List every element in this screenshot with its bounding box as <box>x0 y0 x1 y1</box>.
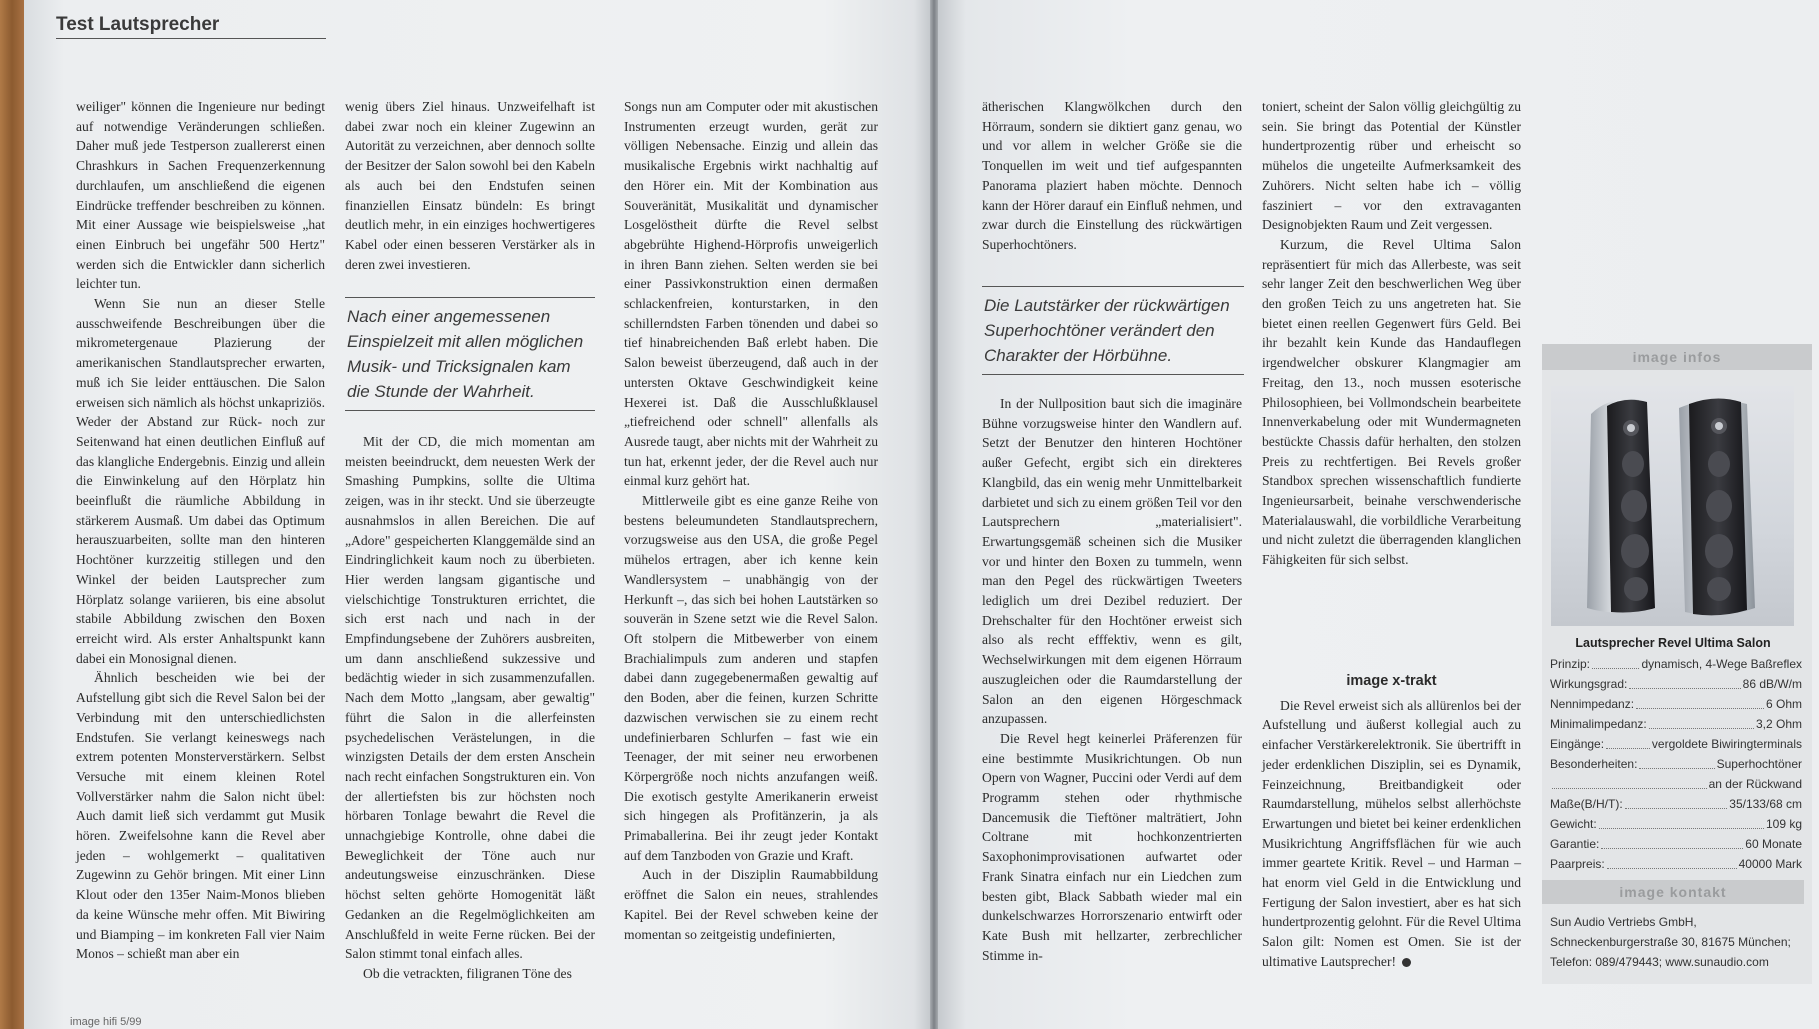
xtrakt-text-body: Die Revel erweist sich als allürenlos bei der Aufstellung und äußerst kollegial auch zu einfacher Verstärkerelektronik. Sie übertrifft in jeder erdenklichen Disziplin, sei es Dynamik, Feinzeichnung, Breitbandigkeit oder Raumdarstellung, mühelos selbst allerhöchste Erwartungen und bietet bei keiner erdenklichen Musikrichtung Angriffsflächen für wie auch immer geartete Kritik. Revel – und Harman – hat enorm viel Geld in die Entwicklung und Fertigung der Salon investiert, aber es hat sich hundertprozentig gelohnt. Für die Revel Ultima Salon gilt: Nomen est Omen. Sie ist der ultimative Lautsprecher! <box>1262 697 1521 969</box>
spec-value: 6 Ohm <box>1765 697 1802 711</box>
paragraph: weiliger" können die Ingenieure nur bedingt auf notwendige Veränderungen schließen. Daher muß jede Testperson zuallererst einen Chrashkurs in Sachen Frequenzerkennung durchlaufen, um anschließend die eigenen Eindrücke treffender beschreiben zu können. Mit einer Aussage wie beispielsweise „hat einen Einbruch bei ungefähr 500 Hertz" werden sich die Entwickler dann sicherlich leichter tun. <box>76 99 325 292</box>
spec-leader <box>1639 754 1714 769</box>
spec-leader <box>1599 814 1764 829</box>
spec-leader <box>1592 654 1639 669</box>
spec-value: 60 Monate <box>1745 837 1802 851</box>
spec-key: Besonderheiten: <box>1550 757 1638 771</box>
spec-key: Wirkungsgrad: <box>1550 677 1628 691</box>
spec-row <box>1550 794 1802 814</box>
spec-value: 86 dB/W/m <box>1742 677 1802 691</box>
pull-quote-2: Die Lautstärker der rückwärtigen Superhochtöner verändert den Charakter der Hörbühne. <box>982 286 1244 375</box>
contact-line: Telefon: 089/479443; www.sunaudio.com <box>1550 955 1769 969</box>
spec-key: Garantie: <box>1550 837 1600 851</box>
spec-key: Eingänge: <box>1550 737 1605 751</box>
spec-value: 109 kg <box>1765 817 1802 831</box>
text-column-3 <box>624 97 878 944</box>
spec-row <box>1550 674 1802 694</box>
page-footer: image hifi 5/99 <box>70 1016 142 1028</box>
spec-leader <box>1552 774 1707 789</box>
paragraph: Songs nun am Computer oder mit akustischen Instrumenten erzeugt wurden, gerät zur völligen Nebensache. Einzig und allein das musikalische Ergebnis wirkt nachhaltig auf den Hörer ein. Mit der Kombination aus Souveränität, Musikalität und dynamischer Losgelöstheit dürfte die Revel selbst abgebrühte Highend-Hörprofis unweigerlich in ihren Bann ziehen. Selten werden sie bei einer Passivkonstruktion einen dermaßen schlackenfreien, konturstarken, in den schillerndsten Farben tönenden und dabei so tief hinabreichenden Baß erlebt haben. Die Salon beweist überzeugend, daß auch in der untersten Oktave Geschwindigkeit keine Hexerei ist. Daß die Ausschlußklausel „tiefreichend oder schnell" allenfalls als Ausrede taugt, aber nichts mit der Wahrheit zu tun hat, erkennt jeder, der die Revel auch nur einmal kurz gehört hat. <box>624 99 878 489</box>
paragraph: wenig übers Ziel hinaus. Unzweifelhaft ist dabei zwar noch ein kleiner Zugewinn an Autorität zu verzeichnen, aber dennoch sollte der Besitzer der Salon sowohl bei den Kabeln als auch bei den Endstufen seinen finanziellen Einsatz bündeln: Es bringt deutlich mehr, in ein einziges hochwertigeres Kabel oder einen besseren Verstärker als in deren zwei investieren. <box>345 99 595 272</box>
spec-leader <box>1625 794 1728 809</box>
spec-leader <box>1649 714 1754 729</box>
xtrakt-text <box>1262 696 1521 972</box>
paragraph: Die Revel hegt keinerlei Präferenzen für eine bestimmte Musikrichtungen. Ob nun Opern von Wagner, Puccini oder Verdi auf dem Programm stehen oder rhythmische Dancemusik die Tieftöner malträtiert, John Coltrane mit hochkonzentrierten Saxophonimprovisationen aufwartet oder Frank Sinatra einfach nur ein Liedchen zum besten gibt, Black Sabbath wieder mal ein dunkelschwarzes Horrorszenario entwirft oder Kate Bush mit hellzarter, zerbrechlicher Stimme in- <box>982 730 1242 963</box>
text-column-4-top <box>982 97 1242 255</box>
spec-leader <box>1607 854 1737 869</box>
contact-block <box>1550 912 1804 972</box>
spec-row <box>1550 754 1802 774</box>
spec-leader <box>1629 674 1740 689</box>
spec-leader <box>1606 734 1650 749</box>
speaker-photo <box>1551 386 1794 626</box>
spec-key: Maße(B/H/T): <box>1550 797 1623 811</box>
paragraph: Kurzum, die Revel Ultima Salon repräsentiert für mich das Allerbeste, was seit sehr langer Zeit den beschwerlichen Weg über den großen Teich zu uns angetreten hat. Sie bietet einen reellen Gegenwert fürs Geld. Bei ihr bezahlt kein Kunde das Handauflegen irgendwelcher obskurer Klangmagier am Freitag, den 13., noch mussen esoterische Philosophieen, bei Vollmondschein bearbeitete Innenverkabelung oder mit Wundermagneten bestückte Chassis dafür herhalten, den stolzen Preis zu rechtfertigen. Bei Revels großer Standbox sprechen wissenschaftlich fundierte Ingenieursarbeit, beinahe verschwenderische Materialauswahl, die vorbildliche Verarbeitung und nicht zuletzt die überragenden klanglichen Fähigkeiten für sich selbst. <box>1262 236 1521 568</box>
spec-key: Gewicht: <box>1550 817 1597 831</box>
spec-key: Minimalimpedanz: <box>1550 717 1647 731</box>
spec-value: 40000 Mark <box>1738 857 1802 871</box>
page-gutter <box>930 0 938 1029</box>
paragraph: Auch in der Disziplin Raumabbildung eröffnet die Salon ein neues, strahlendes Kapitel. Bei der Revel schweben keine der momentan so zeitgeistig undefinierten, <box>624 867 878 942</box>
paragraph: In der Nullposition baut sich die imaginäre Bühne vorzugsweise hinter den Wandlern auf. Setzt der Benutzer den hinteren Hochtöner außer Gefecht, ergibt sich ein direkteres Klangbild, das ein wenig mehr Unmittelbarkeit darbietet und sich zu einem größen Teil vor den Lautsprechern „materialisiert". Erwartungsgemäß scheinen sich die Musiker vor und hinter den Boxen zu tummeln, wenn man den Pegel des rückwärtigen Tweeters lediglich um drei Dezibel reduziert. Der Drehschalter für den Hochtöner erweist sich also als recht efffektiv, wenn es gilt, Wechselwirkungen mit dem eigenen Hörraum auszugleichen oder die Raumdarstellung der Salon an den eigenen Hörgeschmack anzupassen. <box>982 396 1242 727</box>
text-column-4-bottom <box>982 394 1242 965</box>
contact-line: Sun Audio Vertriebs GmbH, <box>1550 915 1697 929</box>
spec-row <box>1550 654 1802 674</box>
spec-row <box>1550 834 1802 854</box>
spec-key: Prinzip: <box>1550 657 1591 671</box>
paragraph: Ähnlich bescheiden wie bei der Aufstellung gibt sich die Revel Salon bei der Verbindung mit den unterschiedlichsten Endstufen. Sie verlangt keineswegs nach extrem potenten Monsterverstärkern. Selbst Versuche mit einem kleinen Rotel Vollverstärker nahm die Salon nicht übel: Auch damit ließ sich verdammt gut Musik hören. Zweifelsohne kann die Revel aber jeden – wohlgemerkt – qualitativen Zugewinn zu Gehör bringen. Mit einer Linn Klout oder den 135er Naim-Monos blieben da keine Wünsche mehr offen. Mit Biwiring und Biamping – im konkreten Fall vier Naim Monos – schießt man aber ein <box>76 670 325 962</box>
pull-quote-1: Nach einer angemessenen Einspielzeit mit allen möglichen Musik- und Tricksignalen kam die Stunde der Wahrheit. <box>345 297 595 411</box>
spec-value: dynamisch, 4-Wege Baßreflex <box>1641 657 1802 671</box>
xtrakt-title: image x-trakt <box>1346 673 1437 689</box>
paragraph: ätherischen Klangwölkchen durch den Hörraum, sondern sie diktiert ganz genau, wo und vor allem in welcher Größe sie die Tonquellen im weit und tief aufgespannten Panorama plaziert haben möchte. Dennoch kann der Hörer darauf ein Einfluß nehmen, und zwar durch die Einstellung des rückwärtigen Superhochtöners. <box>982 99 1242 252</box>
paragraph: Mit der CD, die mich momentan am meisten beeindruckt, dem neuesten Werk der Smashing Pumpkins, sollte die Ultima zeigen, was in ihr steckt. Und sie überzeugte ausnahmslos in allen Bereichen. Die auf „Adore" gespeicherten Klanggemälde sind an Eindringlichkeit kaum noch zu überbieten. Hier werden langsam gigantische und vielschichtige Tonstrukturen errichtet, die sich erst nach und nach in der Empfindungsebene der Zuhörers ausbreiten, um dann anschließend sukzessive und bedächtig wieder in sich zusammenzufallen. Nach dem Motto „langsam, aber gewaltig" führt die Salon in die allerfeinsten psychedelischen Verästelungen, in die winzigsten Details der dem ersten Anschein nach recht einfachen Songstrukturen ein. Von der allertiefsten bis zur höchsten noch hörbaren Tonlage bewahrt die Revel die unnachgiebige Kontrolle, ohne dabei die Beweglichkeit der Töne auch nur andeutungsweise einzuschränken. Diese höchst selten gehörte Homogenität läßt Gedanken an die Regelmöglichkeiten am Anschlußfeld in weite Ferne rücken. Bei der Salon stimmt tonal einfach alles. <box>345 434 595 962</box>
text-column-5 <box>1262 97 1521 570</box>
spec-value: 3,2 Ohm <box>1755 717 1802 731</box>
info-box <box>1542 344 1812 984</box>
contact-line: Schneckenburgerstraße 30, 81675 München; <box>1550 935 1791 949</box>
spec-row <box>1550 774 1802 794</box>
text-column-2-top <box>345 97 595 274</box>
spec-row <box>1550 814 1802 834</box>
spec-key: Nennimpedanz: <box>1550 697 1635 711</box>
section-header: Test Lautsprecher <box>56 14 326 39</box>
spec-value: Superhochtöner <box>1716 757 1802 771</box>
text-column-1 <box>76 97 325 964</box>
spec-value: 35/133/68 cm <box>1729 797 1802 811</box>
spec-row <box>1550 854 1802 874</box>
paragraph: Wenn Sie nun an dieser Stelle ausschweifende Beschreibungen über die mikrometergenaue Plazierung der amerikanischen Standlautsprecher erwarten, muß ich Sie leider enttäuschen. Die Salon erweisen sich nämlich als höchst unkapriziös. Weder der Abstand zur Rück- noch zur Seitenwand hat einen deutlichen Einfluß auf das klangliche Endergebnis. Einzig und allein die Einwinkelung auf den Hörplatz hin beeinflußt die räumliche Abbildung in stärkerem Ausmaß. Um dabei das Optimum herauszuarbeiten, sollte man den hinteren Hochtöner kurzzeitig stillegen und den Winkel der beiden Lautsprecher zum Hörplatz solange variieren, bis eine absolut stabile Abbildung zwischen den Boxen erreicht wird. Als erster Anhaltspunkt kann dabei ein Monosignal dienen. <box>76 296 325 666</box>
speaker-pair-image <box>1551 386 1794 626</box>
info-box-heading: image infos <box>1542 344 1812 370</box>
spec-leader <box>1601 834 1743 849</box>
spec-leader <box>1636 694 1764 709</box>
spec-row <box>1550 714 1802 734</box>
spec-value: vergoldete Biwiringterminals <box>1651 737 1802 751</box>
spec-row <box>1550 734 1802 754</box>
xtrakt-box <box>1262 672 1521 972</box>
contact-heading: image kontakt <box>1542 880 1804 904</box>
paragraph: Ob die vetrackten, filigranen Töne des <box>363 965 572 981</box>
spec-value: an der Rückwand <box>1708 777 1802 791</box>
speaker-caption: Lautsprecher Revel Ultima Salon <box>1575 636 1771 650</box>
paragraph: Mittlerweile gibt es eine ganze Reihe von bestens beleumundeten Standlautsprechern, vorzugsweise aus den USA, die große Pegel mühelos ertragen, aber ich kenne kein Wandlersystem – unabhängig von der Herkunft –, das sich bei hohen Lautstärken so souverän in Szene setzt wie die Revel Salon. Oft stolpern die Mitbewerber von einem Brachialimpuls zum anderen und stapfen dabei dann zugegebenermaßen gewaltig auf den Boden, aber die feinen, kurzen Schritte dazwischen verwischen sie zu einem recht undefinierbaren Schlurfen – fast wie ein Teenager, der mit seiner neu erworbenen Körpergröße noch nichts anzufangen weiß. Die exotisch gestylte Amerikanerin erweist sich hingegen als Profitänzerin, ja als Primaballerina. Bei ihr zeugt jeder Kontakt auf dem Tanzboden von Grazie und Kraft. <box>624 493 878 863</box>
spec-key: Paarpreis: <box>1550 857 1605 871</box>
spec-row <box>1550 694 1802 714</box>
end-mark-icon <box>1402 958 1411 967</box>
paragraph: toniert, scheint der Salon völlig gleichgültig zu sein. Sie bringt das Potential der Künstler hundertprozentig rüber und erheischt so mühelos die ungeteilte Aufmerksamkeit des Zuhörers. Nicht selten habe ich – völlig fasziniert – vor den extravaganten Designobjekten Raum und Zeit vergessen. <box>1262 99 1521 233</box>
text-column-2-bottom <box>345 432 595 984</box>
